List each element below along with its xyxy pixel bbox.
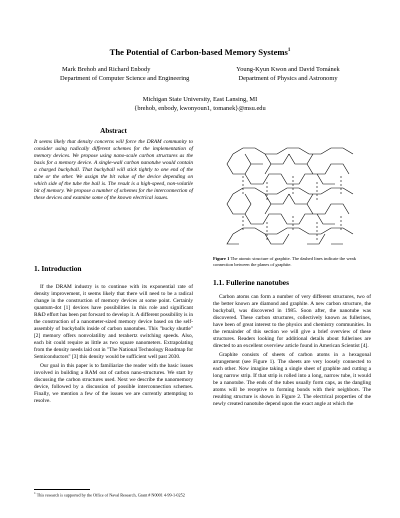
footnote-mark: 1: [34, 491, 36, 495]
authors-right: [208, 66, 368, 83]
authors-right-dept: Department of Physics and Astronomy: [238, 74, 338, 82]
fullerene-heading: 1.1. Fullerine nanotubes: [213, 278, 289, 287]
graphite-sheet-middle: [227, 188, 353, 224]
fullerene-body: [213, 294, 371, 410]
intro-paragraph-1: If the DRAM industry is to continue with its exponential rate of density improvement, it seems likely that there will need to be a radical change in the construction of memory devices at some point. Certainly quantum-dot [1] devices have possibilities in this role and significant R&D effort has been put forward to develop it. A different possibility is in the construction of a nanometer-sized memory device based on the self-assembly of buckyballs inside of carbon nanotubes. This "bucky shuttle" [2] memory offers nonvolatility and terahertz switching speeds. Also, each bit could require as little as two square nanometers. Extrapolating from the density needs laid out in "The National Technology Roadmap for Semiconductors" [3] this density would be sufficient well past 2030.: [34, 284, 193, 360]
abstract-text: It seems likely that density concerns will force the DRAM community to consider using radically different schemes for the implementation of memory devices. We propose using nano-scale carbon structures as the basis for a memory device. A single-wall carbon nanotube would contain a charged buckyball. That buckyball will stick tightly to one end of the tube or the other. We assign the bit value of the device depending on which side of the tube the ball is. The result is a high-speed, non-volatile bit of memory. We propose a number of schemes for the interconnection of these devices and examine some of the known electrical issues.: [34, 139, 193, 201]
authors-left-names: Mark Brehob and Richard Enbody: [62, 66, 151, 73]
intro-body: [34, 284, 193, 407]
graphite-sheet-bottom: [227, 228, 353, 244]
figure-graphite-structure: [213, 136, 371, 252]
footnote-rule: [34, 489, 90, 490]
author-emails: {brehob, enbody, kwonyoun1, tomanek}@msu.edu: [134, 104, 266, 112]
affiliation-block: [0, 96, 400, 113]
authors-left-dept: Department of Computer Science and Engineering: [60, 74, 190, 82]
title-footnote-mark: 1: [287, 48, 291, 54]
affiliation: Michigan State University, East Lansing, MI: [142, 96, 258, 103]
footnote: [34, 491, 334, 497]
authors-left: [60, 66, 200, 83]
abstract-heading: Abstract: [100, 127, 127, 135]
title-text: The Potential of Carbon-based Memory Systems: [109, 47, 288, 57]
intro-paragraph-2: Our goal in this paper is to familiarize the reader with the basic issues involved in building a RAM out of carbon nano-structures. We start by discussing the carbon structures used. Next we describe the nanomemory device, followed by a discussion of possible interconnection schemes. Finally, we mention a few of the issues we are currently attempting to resolve.: [34, 363, 193, 404]
intro-heading: 1. Introduction: [34, 264, 82, 273]
authors-right-names: Young-Kyun Kwon and David Tománek: [236, 66, 340, 73]
footnote-text: This research is supported by the Office of Naval Research, Grant # N0001 4-99-1-0252: [36, 492, 185, 498]
figure-1-caption: [213, 256, 371, 268]
graphite-sheet-top: [227, 148, 353, 184]
figure-1-caption-text: The atomic structure of graphite. The dashed lines indicate the weak connection between the planes of graphite.: [213, 256, 357, 267]
fullerene-paragraph-2: Graphite consists of sheets of carbon atoms in a hexagonal arrangement (see Figure 1). The sheets are very loosely connected to each other. Now imagine taking a single sheet of graphite and cutting a long narrow strip. If that strip is rolled into a long, narrow tube, it would be a nanotube. The ends of the tubes usually form caps, as the dangling atoms will be receptive to forming bonds with their neighbors. The resulting structure is shown in Figure 2. The electrical properties of the newly created nanotube depend upon the exact angle at which the: [213, 352, 371, 407]
fullerene-paragraph-1: Carbon atoms can form a number of very different structures, two of the better known are diamond and graphite. A new carbon structure, the buckyball, was discovered in 1985. Soon after, the nanotube was discovered. These carbon structures, collectively known as fullerines, have been of great interest to the physics and chemistry communities. In the remainder of this section we will give a brief overview of these structures. Readers looking for additional details about fullerines are directed to an excellent overview article found in American Scientist [4].: [213, 294, 371, 349]
paper-title: [0, 47, 400, 57]
figure-1-label: Figure 1: [213, 256, 230, 261]
interplane-dashed-lines: [243, 176, 341, 240]
